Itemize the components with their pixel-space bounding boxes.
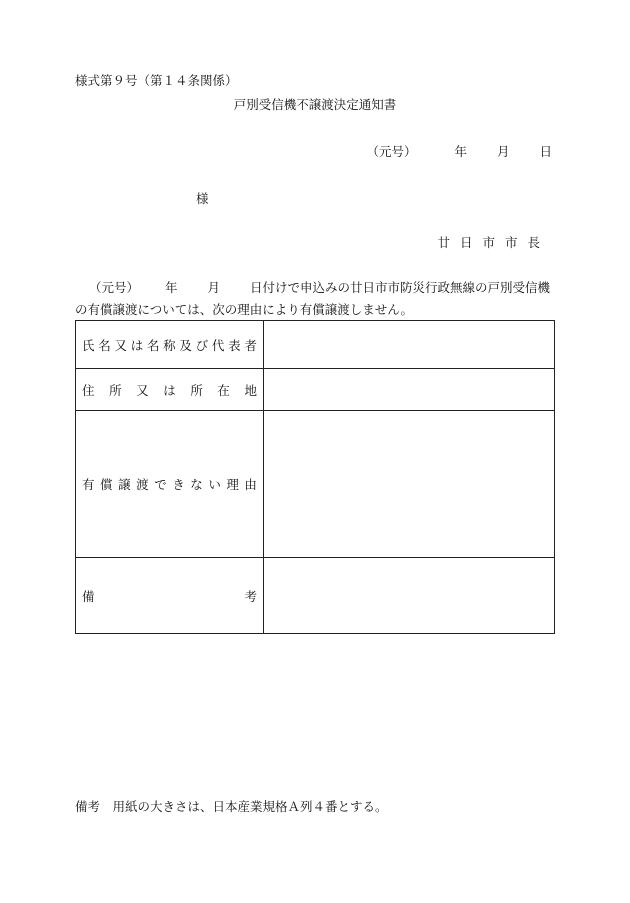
addressee-honorific: 様 bbox=[196, 191, 209, 206]
body-era: （元号） bbox=[89, 280, 140, 295]
label-char: 名 bbox=[146, 337, 160, 353]
issuer-name: 廿日市市長 bbox=[437, 235, 550, 250]
label-char: 理 bbox=[226, 477, 239, 492]
date-year: 年 bbox=[454, 144, 467, 159]
date-line bbox=[366, 142, 552, 160]
label-char: 備 bbox=[82, 588, 95, 604]
label-char: で bbox=[154, 477, 167, 492]
label-char: 譲 bbox=[118, 477, 131, 492]
label-char: 又 bbox=[114, 337, 127, 353]
label-spread bbox=[82, 381, 257, 399]
row-label-name bbox=[76, 321, 264, 369]
row-value-remarks[interactable] bbox=[264, 558, 555, 634]
label-char: 地 bbox=[244, 382, 257, 398]
label-char: 者 bbox=[244, 337, 257, 353]
date-era: （元号） bbox=[366, 144, 417, 159]
body-month: 月 bbox=[207, 280, 221, 295]
info-table bbox=[75, 320, 555, 634]
date-day: 日 bbox=[539, 144, 552, 159]
label-char: 住 bbox=[82, 382, 95, 398]
date-month: 月 bbox=[496, 144, 510, 159]
document-title: 戸別受信機不譲渡決定通知書 bbox=[233, 97, 397, 112]
table-row bbox=[76, 321, 555, 369]
label-char: 在 bbox=[217, 382, 230, 398]
label-char: 称 bbox=[163, 337, 176, 353]
label-char: 又 bbox=[136, 382, 149, 398]
row-label-reason bbox=[76, 411, 264, 558]
body-paragraph bbox=[75, 277, 555, 321]
label-char: 償 bbox=[100, 477, 113, 492]
label-char: 氏 bbox=[82, 337, 95, 353]
label-char: い bbox=[208, 477, 221, 492]
label-char: な bbox=[190, 477, 203, 492]
label-char: 及 bbox=[179, 337, 192, 353]
label-char: 有 bbox=[82, 477, 95, 492]
label-char: 渡 bbox=[136, 477, 149, 492]
label-char: は bbox=[163, 382, 176, 398]
row-value-name[interactable] bbox=[264, 321, 555, 369]
row-value-reason[interactable] bbox=[264, 411, 555, 558]
label-char: 所 bbox=[190, 382, 203, 398]
table-row bbox=[76, 411, 555, 558]
label-spread bbox=[82, 336, 257, 354]
row-label-address bbox=[76, 369, 264, 411]
label-char: 所 bbox=[109, 382, 122, 398]
body-text: 日付けで申込みの廿日市市防災行政無線の戸別受信機の有償譲渡については、次の理由により有償譲渡しません。 bbox=[75, 280, 551, 317]
form-number: 様式第９号（第１４条関係） bbox=[75, 73, 238, 88]
label-char: き bbox=[172, 477, 185, 492]
label-char: 表 bbox=[228, 337, 241, 353]
label-char: 由 bbox=[244, 477, 257, 492]
label-char: 代 bbox=[211, 337, 225, 353]
label-char: び bbox=[195, 337, 209, 353]
row-label-remarks bbox=[76, 558, 264, 634]
body-year: 年 bbox=[165, 280, 178, 295]
label-spread bbox=[82, 587, 257, 605]
row-value-address[interactable] bbox=[264, 369, 555, 411]
label-char: 名 bbox=[98, 337, 111, 353]
label-spread bbox=[82, 475, 257, 493]
label-char: は bbox=[130, 337, 144, 353]
table-row bbox=[76, 369, 555, 411]
footer-remark: 備考 用紙の大きさは、日本産業規格Ａ列４番とする。 bbox=[75, 799, 388, 814]
table-row bbox=[76, 558, 555, 634]
label-char: 考 bbox=[244, 588, 257, 604]
